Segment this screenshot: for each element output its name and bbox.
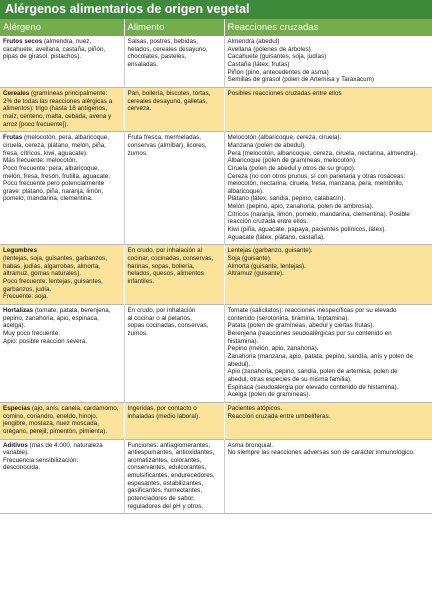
header-cross-reactions: Reacciones cruzadas <box>224 19 432 36</box>
cross-reaction-line: Albaricoque (polen de gramíneas, melocotón). <box>227 157 357 165</box>
allergen-name: Frutos secos <box>3 38 43 45</box>
cross-reaction-line: Melón (pepino, apio, zanahoria, polen de ambrosía). <box>227 203 374 211</box>
cross-reaction-line: Castaña (látex, frutas) <box>227 60 290 68</box>
allergen-cell <box>0 402 124 439</box>
allergen-line: Especias (ajo, anís, canela, cardamomo, <box>3 404 119 412</box>
food-line: cereales desayuno, galletas, <box>127 97 208 105</box>
food-line: helados, cereales desayuno, <box>127 45 208 53</box>
cross-reaction-line: Posibles reacciones cruzadas entre ellos <box>227 89 342 97</box>
allergen-line: arroz [poco frecuente]). <box>3 120 69 128</box>
food-line: En crudo, por inhalación <box>127 307 196 314</box>
allergen-name: Cereales <box>3 89 30 97</box>
food-line: ensaladas. <box>127 60 158 68</box>
cross-reaction-line: Tomate (salicilatos): reacciones inespecíficas por su elevado <box>227 307 397 314</box>
cross-reactions-cell <box>224 36 432 87</box>
cross-reaction-line: Almendra (abedul) <box>227 38 280 45</box>
allergen-line: pipas de girasol, pistachos). <box>3 53 82 61</box>
allergen-line: melón, fresa, fresón, frutilla, aguacate. <box>3 172 111 180</box>
allergen-line: Apio: posible reacción severa. <box>3 337 88 345</box>
food-cell <box>124 402 224 439</box>
allergen-line: ciruela, cereza, plátano, melón, piña, <box>3 141 106 149</box>
cross-reaction-line: Soja (guisante). <box>227 255 272 263</box>
food-line: Pan, bollería, biscotes, tortas, <box>127 89 211 97</box>
table-row <box>0 439 432 514</box>
allergen-line: pomelo, mandarina, clementina. <box>3 195 93 203</box>
allergen-line: Muy poco frecuente. <box>3 329 61 337</box>
table-row <box>0 305 432 403</box>
allergen-line: desconocida. <box>3 464 41 472</box>
cross-reaction-line: Reacción cruzada entre umbelíferas. <box>227 412 331 420</box>
cross-reaction-line: Pacientes atópicos. <box>227 404 283 412</box>
allergen-name: Especias <box>3 404 31 412</box>
food-line: espesantes, estabilizantes, <box>127 479 204 487</box>
food-line: emulsificantes, endurecedores, <box>127 472 215 480</box>
allergen-line: Frutos secos (almendra, nuez, <box>3 38 92 45</box>
cross-reaction-line: contenido (serotonina, tiramina, triptamina). <box>227 314 349 322</box>
allergen-name: Aditivos <box>3 441 28 449</box>
table-title: Alérgenos alimentarios de origen vegetal <box>0 0 432 19</box>
allergen-line <box>3 247 121 255</box>
cross-reaction-line: No siempre las reacciones adversas son de carácter inmunológico. <box>227 449 415 457</box>
cross-reaction-line: Zanahoria (manzana, apio, patata, pepino, sandía, anís y polen de <box>227 352 414 360</box>
cross-reaction-line: Cítricos (naranja, limón, pomelo, mandarina, clementina). Posible <box>227 210 410 218</box>
cross-reaction-line: Manzana (polen de abedul). <box>227 141 306 149</box>
food-line: sopas cocinadas, conservas, <box>127 322 209 330</box>
food-line: harinas, sopas, bollería, <box>127 262 195 270</box>
cross-reactions-cell <box>224 87 432 131</box>
table-row <box>0 245 432 305</box>
table-body <box>0 36 432 514</box>
allergen-line: pepino, zanahoria, apio, espinaca, <box>3 314 99 322</box>
cross-reactions-cell <box>224 402 432 439</box>
cross-reaction-line: Asma bronquial. <box>227 441 274 449</box>
food-cell <box>124 87 224 131</box>
food-line: helados, quesos, alimentos <box>127 270 204 278</box>
allergen-line: grave: plátano, piña, naranja, limón, <box>3 187 104 195</box>
table-row <box>0 402 432 439</box>
food-line: al cocinar o al pelarlos, <box>127 314 192 322</box>
cross-reaction-line: Patata (polen de gramíneas, abedul y ciertas frutas). <box>227 322 375 330</box>
allergen-line: Poco frecuente: pera, albaricoque, <box>3 164 100 172</box>
food-line: conservantes, edulcorantes, <box>127 464 207 472</box>
allergen-line: comino, coriandro, eneldo, hinojo, <box>3 412 98 420</box>
food-line: Salsas, postres, bebidas, <box>127 38 198 45</box>
allergen-line: variable). <box>3 449 29 457</box>
allergen-line: Frecuencia sensibilización: <box>3 456 79 464</box>
food-line: Fruta fresca, mermeladas, <box>127 134 201 142</box>
allergen-line: acelga). <box>3 322 26 330</box>
header-row <box>0 19 432 36</box>
allergen-cell <box>0 305 124 403</box>
allergen-cell <box>0 439 124 514</box>
food-line: Ingeridas, por contacto o <box>127 404 197 412</box>
cross-reaction-line: Ciruela (polen de abedul y otros de su grupo). <box>227 164 356 172</box>
cross-reaction-line: melocotón, nectarina, ciruela, fresa, manzana, pera, membrillo, <box>227 180 404 188</box>
allergen-line: Poco frecuente: lentejas, guisantes, <box>3 278 103 286</box>
allergen-line: orégano, perejil, pimentón, pimienta). <box>3 427 107 435</box>
food-line: aromatizantes, colorantes, <box>127 456 202 464</box>
food-cell <box>124 245 224 305</box>
allergen-line: fresa, cítricos, kiwi, aguacate). <box>3 149 88 157</box>
cross-reaction-line: albaricoque). <box>227 187 264 195</box>
allergen-cell <box>0 36 124 87</box>
food-line: antiespumantes, antioxidantes, <box>127 449 215 457</box>
allergen-line: Aditivos (más de 4.000, naturaleza <box>3 441 103 449</box>
allergen-line: Más frecuente: melocotón. <box>3 157 78 165</box>
cross-reactions-cell <box>224 305 432 403</box>
cross-reaction-line: Acelga (polen de gramíneas). <box>227 391 311 399</box>
cross-reaction-line: reacción cruzada entre ellos. <box>227 218 309 226</box>
food-line: zumos. <box>127 329 148 337</box>
food-line: chocolates, pasteles, <box>127 53 187 61</box>
allergen-cell <box>0 87 124 131</box>
food-line: Funciones: antiaglomerantes, <box>127 441 211 449</box>
allergen-line: maíz, centeno, malta, cebada, avena y <box>3 112 112 120</box>
cross-reactions-cell <box>224 132 432 245</box>
food-cell <box>124 132 224 245</box>
food-cell <box>124 305 224 403</box>
allergen-line: 2% de todas las reacciones alérgicas a <box>3 97 113 105</box>
cross-reaction-line: Melocotón (albaricoque, cereza, ciruela). <box>227 134 342 142</box>
food-line: infantiles. <box>127 278 155 286</box>
cross-reaction-line: Pepino (melón, apio, zanahoria). <box>227 345 319 353</box>
cross-reaction-line: Espinaca (seudoalergia por elevado contenido de histamina). <box>227 383 399 391</box>
cross-reaction-line: Almorta (guisante, lentejas). <box>227 262 306 270</box>
cross-reaction-line: Kiwi (piña, aguacate, papaya, pacientes polínicos, látex). <box>227 226 387 234</box>
food-line: conservas (almíbar), licores, <box>127 141 207 149</box>
cross-reaction-line: Semillas de girasol (polen de Artemisa y Taraxacum) <box>227 76 375 84</box>
cross-reaction-line: abedul, otras especies de su misma familia). <box>227 375 352 383</box>
cross-reactions-cell <box>224 245 432 305</box>
allergen-name: Hortalizas <box>3 307 34 314</box>
food-line: zumos. <box>127 149 148 157</box>
allergen-line: Frutas (melocotón, pera, albaricoque, <box>3 134 110 142</box>
header-food: Alimento <box>124 19 224 36</box>
cross-reaction-line: Plátano (látex, sandía, pepino, calabacín). <box>227 195 346 203</box>
cross-reaction-line: abedul). <box>227 360 251 368</box>
food-cell <box>124 439 224 514</box>
table-row <box>0 36 432 87</box>
cross-reactions-cell <box>224 439 432 514</box>
allergen-line: alimentos): trigo (hasta 18 antígenos, <box>3 105 107 113</box>
allergen-line: Hortalizas (tomate, patata, berenjena, <box>3 307 111 314</box>
allergen-cell <box>0 132 124 245</box>
header-allergen: Alérgeno <box>0 19 124 36</box>
allergen-name: Legumbres <box>3 247 37 255</box>
cross-reaction-line: Cacahuete (guisantes, soja, judías) <box>227 53 327 61</box>
food-line: En crudo, por inhalación al <box>127 247 203 255</box>
cross-reaction-line: Apio (zanahoria, pepino, sandía, polen de artemisa, polen de <box>227 368 398 376</box>
allergen-line: Poco frecuente pero potencialmente <box>3 180 105 188</box>
cross-reaction-line: Pera (melocotón, albaricoque, cereza, ciruela, nectarina, almendra). <box>227 149 418 157</box>
food-line: cerveza. <box>127 105 152 113</box>
food-cell <box>124 36 224 87</box>
food-line: gasificantes, humectantes, <box>127 487 203 495</box>
cross-reaction-line: Piñón (pino, antecedentes de asma) <box>227 68 329 76</box>
table-row <box>0 132 432 245</box>
allergen-line: jengibre, mostaza, nuez moscada, <box>3 420 99 428</box>
allergen-line: altramuz, gomas naturales). <box>3 270 82 278</box>
cross-reaction-line: histamina). <box>227 337 259 345</box>
allergen-line: habas, judías, algarrobas, almorta, <box>3 262 100 270</box>
food-line: potenciadores de sabor, <box>127 495 195 503</box>
allergen-line: Cereales (gramíneas principalmente: <box>3 89 108 97</box>
allergen-cell <box>0 245 124 305</box>
allergen-line: Frecuente: soja. <box>3 293 49 301</box>
allergen-name: Frutas <box>3 134 23 142</box>
cross-reaction-line: Altramuz (guisante). <box>227 270 284 278</box>
allergen-table <box>0 19 432 514</box>
cross-reaction-line: Lentejas (garbanzo, guisante). <box>227 247 313 255</box>
allergen-line: cacahuete, avellana, castaña, piñón, <box>3 45 106 53</box>
table-row <box>0 87 432 131</box>
allergen-line: garbanzos, judía. <box>3 285 52 293</box>
cross-reaction-line: Cereza (no con otros prunus, sí con parietaria y otras rosáceas: <box>227 172 406 180</box>
cross-reaction-line: Berenjena (reacciones seudoalérgicas por su contenido en <box>227 329 392 337</box>
food-line: reguladores del pH y otros. <box>127 502 204 510</box>
cross-reaction-line: Aguacate (látex, plátano, castaña). <box>227 233 325 241</box>
allergen-line: (lentejas, soja, guisantes, garbanzos, <box>3 255 107 263</box>
food-line: cocinar, cocinadas, conservas, <box>127 255 214 263</box>
food-line: inhaladas (medio laboral). <box>127 412 200 420</box>
cross-reaction-line: Avellana (pólenes de árboles) <box>227 45 311 53</box>
